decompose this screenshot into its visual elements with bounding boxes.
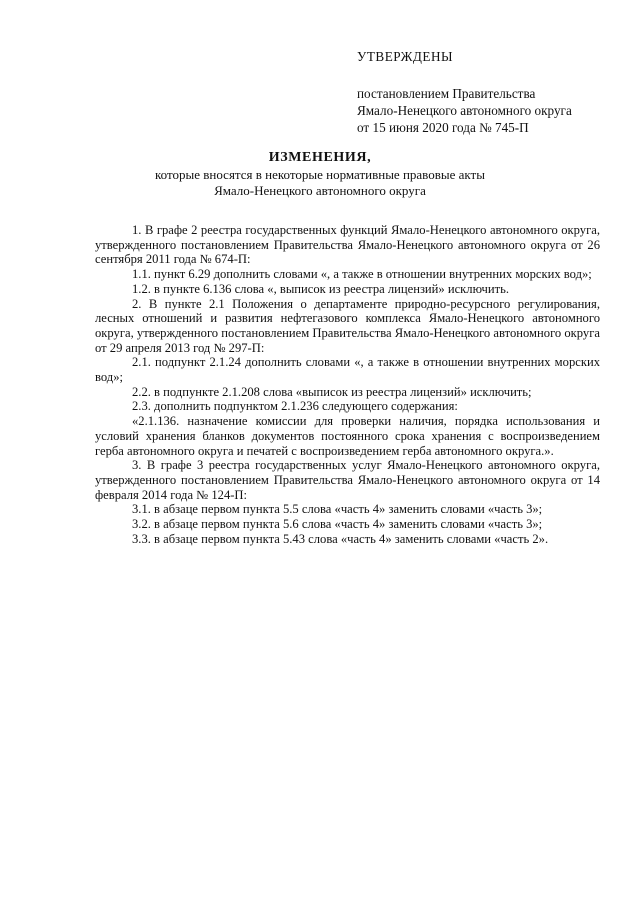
document-subtitle-line-2: Ямало-Ненецкого автономного округа xyxy=(214,183,426,198)
approval-line-2: Ямало-Ненецкого автономного округа xyxy=(357,103,572,118)
approval-heading: УТВЕРЖДЕНЫ xyxy=(357,49,454,64)
paragraph-2-1: 2.1. подпункт 2.1.24 дополнить словами «, а также в отношении внутренних морских вод»; xyxy=(95,355,600,385)
paragraph-3-3: 3.3. в абзаце первом пункта 5.43 слова «часть 4» заменить словами «часть 2». xyxy=(132,531,549,546)
paragraph-2: 2. В пункте 2.1 Положения о департаменте природно-ресурсного регулирования, лесных отношений и развития нефтегазового комплекса Ямало-Ненецкого автономного округа, утвержденного постановлением Правительства Ямало-Ненецкого автономного округа от 29 апреля 2013 год № 297-П: xyxy=(95,296,600,355)
document-subtitle-line-1: которые вносятся в некоторые нормативные правовые акты xyxy=(155,166,485,182)
paragraph-2-2: 2.2. в подпункте 2.1.208 слова «выписок из реестра лицензий» исключить; xyxy=(132,384,532,399)
approval-line-3: от 15 июня 2020 года № 745-П xyxy=(357,120,529,135)
paragraph-3: 3. В графе 3 реестра государственных услуг Ямало-Ненецкого автономного округа, утвержденного постановлением Правительства Ямало-Ненецкого автономного округа от 14 февраля 2014 года № 124-П: xyxy=(95,458,600,502)
approval-block xyxy=(357,48,572,136)
paragraph-2-3: 2.3. дополнить подпунктом 2.1.236 следующего содержания: xyxy=(132,399,458,414)
paragraph-2-3-quote: «2.1.136. назначение комиссии для проверки наличия, порядка использования и условий хранения бланков документов постоянного срока хранения с воспроизведением герба автономного округа и печатей с воспроизведением герба автономного округа.». xyxy=(95,414,600,458)
paragraph-3-1: 3.1. в абзаце первом пункта 5.5 слова «часть 4» заменить словами «часть 3»; xyxy=(132,502,543,517)
document-title-block xyxy=(0,150,640,200)
approval-line-1: постановлением Правительства xyxy=(357,86,536,101)
paragraph-1-1: 1.1. пункт 6.29 дополнить словами «, а также в отношении внутренних морских вод»; xyxy=(132,267,592,282)
document-body xyxy=(95,223,600,546)
paragraph-3-2: 3.2. в абзаце первом пункта 5.6 слова «часть 4» заменить словами «часть 3»; xyxy=(132,517,543,532)
document-title: ИЗМЕНЕНИЯ, xyxy=(268,150,372,165)
paragraph-1: 1. В графе 2 реестра государственных функций Ямало-Ненецкого автономного округа, утвержденного постановлением Правительства Ямало-Ненецкого автономного округа от 26 сентября 2011 года № 674-П: xyxy=(95,223,600,267)
paragraph-1-2: 1.2. в пункте 6.136 слова «, выписок из реестра лицензий» исключить. xyxy=(132,281,509,296)
